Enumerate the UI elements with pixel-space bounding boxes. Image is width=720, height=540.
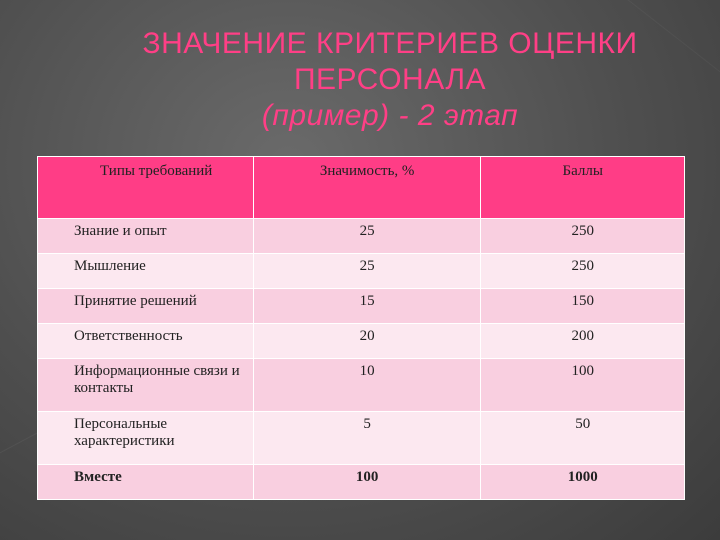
table-row [38,324,685,359]
row-type: Ответственность [38,324,254,359]
row-weight: 25 [253,219,481,254]
table-header-row [38,157,685,219]
row-weight: 100 [253,465,481,500]
title-subtitle: (пример) - 2 этап [261,99,519,132]
row-weight: 5 [253,412,481,465]
row-type: Персональные характеристики [38,412,254,465]
table-row [38,289,685,324]
row-points: 1000 [481,465,685,500]
title-line-2: ПЕРСОНАЛА [293,63,487,96]
row-type: Знание и опыт [38,219,254,254]
row-points: 150 [481,289,685,324]
table-row [38,412,685,465]
row-weight: 15 [253,289,481,324]
header-requirement-type: Типы требований [38,157,254,219]
row-type: Принятие решений [38,289,254,324]
header-weight-percent: Значимость, % [253,157,481,219]
row-type: Мышление [38,254,254,289]
row-weight: 20 [253,324,481,359]
title-line-1: ЗНАЧЕНИЕ КРИТЕРИЕВ ОЦЕНКИ [142,27,638,60]
row-points: 200 [481,324,685,359]
row-type: Информационные связи и контакты [38,359,254,412]
table-row [38,359,685,412]
row-weight: 25 [253,254,481,289]
row-points: 50 [481,412,685,465]
row-type: Вместе [38,465,254,500]
table-row [38,219,685,254]
header-points: Баллы [481,157,685,219]
slide-title [110,26,670,134]
row-points: 100 [481,359,685,412]
row-points: 250 [481,254,685,289]
table-total-row [38,465,685,500]
row-points: 250 [481,219,685,254]
criteria-table [37,156,685,500]
table-row [38,254,685,289]
row-weight: 10 [253,359,481,412]
